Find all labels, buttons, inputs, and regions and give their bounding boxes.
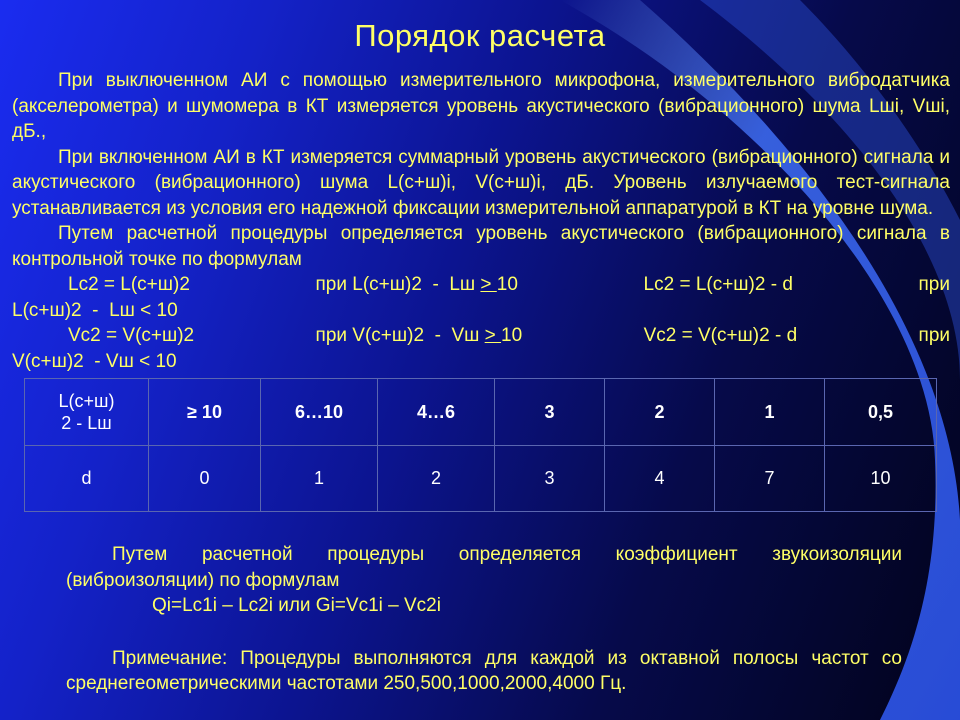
paragraph-calculation-procedure: Путем расчетной процедуры определяется уровень акустического (вибрационного) сигнала в контрольной точке по формулам bbox=[12, 223, 950, 270]
paragraph-insulation-coefficient: Путем расчетной процедуры определяется коэффициент звукоизоляции (виброизоляции) по формулам bbox=[66, 544, 902, 591]
main-text-block bbox=[12, 68, 950, 374]
table-cell: 4 bbox=[605, 446, 715, 512]
paragraph-signal-measurement: При включенном АИ в КТ измеряется суммарный уровень акустического (вибрационного) сигнала и акустического (вибрационного) шума L(с+ш)i, V(с+ш)i, дБ. Уровень излучаемого тест-сигнала устанавливается из условия его надежной фиксации измерительной аппаратурой в КТ на уровне шума. bbox=[12, 146, 950, 219]
table-cell: 2 bbox=[378, 446, 495, 512]
greater-equal-sign: > bbox=[480, 274, 497, 295]
formula-v-part3: Vc2 = V(с+ш)2 - d bbox=[643, 325, 798, 346]
table-cell: 3 bbox=[495, 446, 605, 512]
paragraph-noise-measurement: При выключенном АИ с помощью измерительного микрофона, измерительного вибродатчика (акселерометра) и шумомера в КТ измеряется уровень акустического (вибрационного) шума Lшi, Vшi, дБ., bbox=[12, 70, 950, 142]
formula-l-part3: Lc2 = L(с+ш)2 - d bbox=[643, 274, 793, 295]
formula-insulation: Qi=Lc1i – Lc2i или Gi=Vc1i – Vc2i bbox=[152, 595, 441, 616]
correction-table bbox=[24, 378, 936, 512]
formula-l-row bbox=[12, 272, 950, 298]
table-header-label: L(с+ш) 2 - Lш bbox=[25, 379, 149, 446]
bottom-text-block bbox=[66, 542, 902, 697]
table-cell: 1 bbox=[261, 446, 378, 512]
table-header-cell: 2 bbox=[605, 379, 715, 446]
table-header-cell: 6…10 bbox=[261, 379, 378, 446]
note-paragraph: Примечание: Процедуры выполняются для каждой из октавной полосы частот со среднегеометрическими частотами 250,500,1000,2000,4000 Гц. bbox=[66, 647, 902, 694]
formula-v-part4: при bbox=[918, 325, 950, 346]
table-header-cell: 4…6 bbox=[378, 379, 495, 446]
table-header-row bbox=[25, 379, 937, 446]
formula-v-part1: Vc2 = V(с+ш)2 bbox=[68, 325, 195, 346]
slide-title: Порядок расчета bbox=[354, 18, 606, 53]
formula-l-part1: Lc2 = L(с+ш)2 bbox=[68, 274, 190, 295]
formula-v-continuation: V(с+ш)2 - Vш < 10 bbox=[12, 350, 177, 372]
table-row-label: d bbox=[25, 446, 149, 512]
table-header-cell: ≥ 10 bbox=[149, 379, 261, 446]
formula-l-part4: при bbox=[918, 274, 950, 295]
table-row bbox=[25, 446, 937, 512]
table-header-cell: 0,5 bbox=[825, 379, 937, 446]
table-header-cell: 1 bbox=[715, 379, 825, 446]
table-header-cell: 3 bbox=[495, 379, 605, 446]
formula-l-continuation: L(с+ш)2 - Lш < 10 bbox=[12, 299, 178, 321]
table-cell: 10 bbox=[825, 446, 937, 512]
formula-v-part2: при V(с+ш)2 - Vш > 10 bbox=[315, 325, 523, 346]
table-cell: 7 bbox=[715, 446, 825, 512]
greater-equal-sign: > bbox=[484, 325, 502, 346]
formula-l-part2: при L(с+ш)2 - Lш > 10 bbox=[315, 274, 518, 295]
formula-v-row bbox=[12, 323, 950, 349]
table-cell: 0 bbox=[149, 446, 261, 512]
